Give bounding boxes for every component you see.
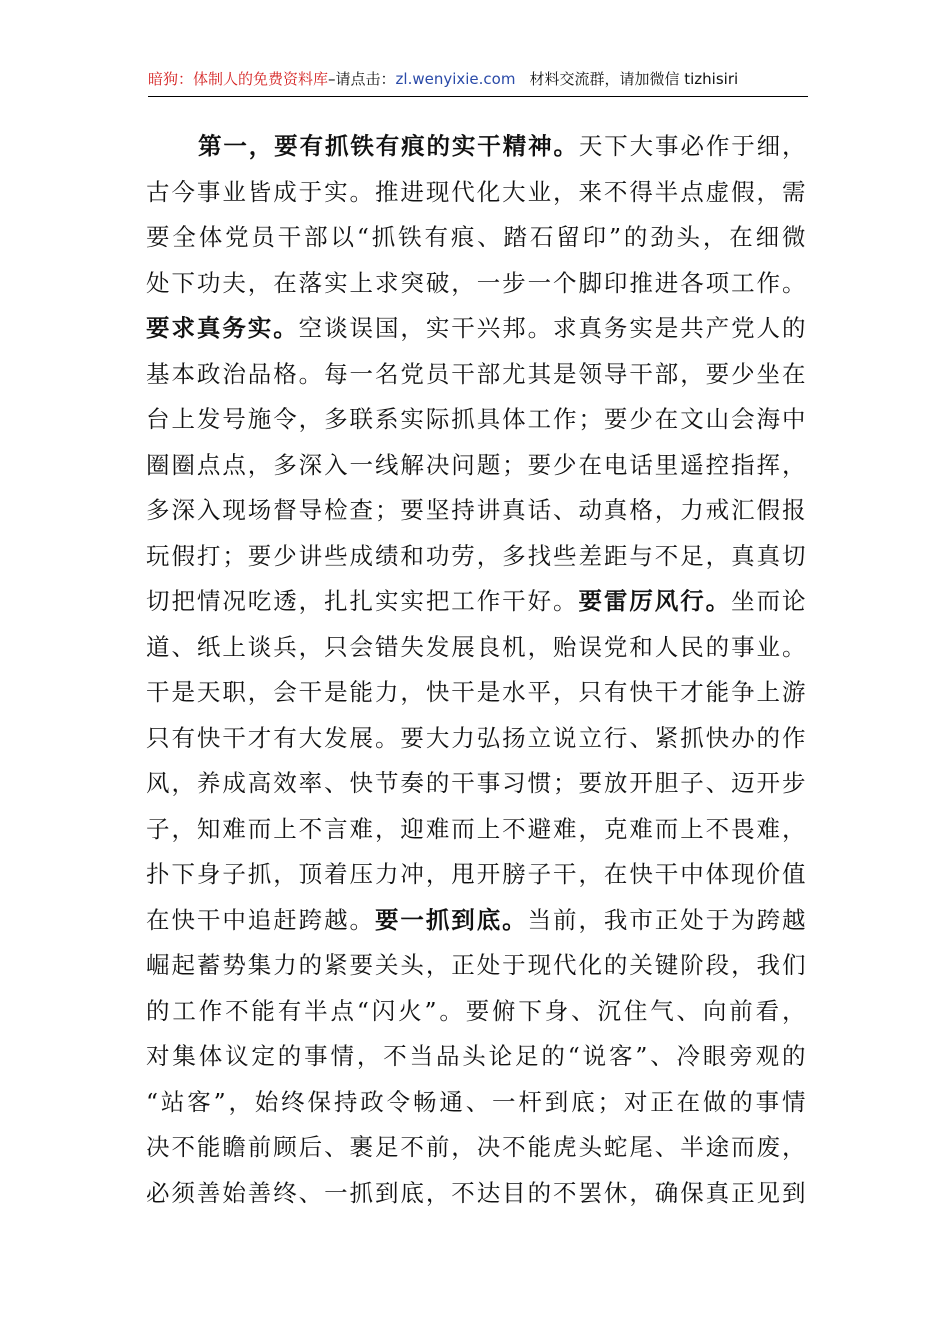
text-line: [146, 898, 806, 944]
text-line: [146, 989, 806, 1035]
text-line: [146, 261, 806, 307]
text-line: [146, 716, 806, 762]
text-line: [146, 579, 806, 625]
body-text: 道、纸上谈兵，只会错失发展良机，贻误党和人民的事业。: [146, 632, 806, 661]
header-group-note: 材料交流群，请加微信 tizhisiri: [529, 70, 739, 88]
document-body: [146, 124, 806, 1216]
text-line: [146, 1125, 806, 1171]
body-text: 崛起蓄势集力的紧要关头，正处于现代化的关键阶段，我们: [146, 951, 806, 979]
body-text: 古今事业皆成于实。推进现代化大业，来不得半点虚假，需: [146, 177, 806, 206]
body-text: 多深入现场督导检查；要坚持讲真话、动真格，力戒汇假报: [146, 496, 806, 524]
bold-heading-text: 要雷厉风行。: [578, 587, 732, 615]
text-line: [146, 306, 806, 352]
body-text: “站客”，始终保持政令畅通、一杆到底；对正在做的事情: [146, 1087, 806, 1116]
body-text: 子，知难而上不言难，迎难而上不避难，克难而上不畏难，: [146, 814, 806, 843]
text-line: [146, 124, 806, 170]
header-url-link[interactable]: zl.wenyixie.com: [395, 70, 516, 88]
body-text: 坐而论: [731, 587, 807, 615]
bold-heading-text: 要求真务实。: [146, 314, 299, 342]
body-text: 在快干中追赶跨越。: [146, 905, 375, 934]
header-brand: 暗狗：体制人的免费资料库: [148, 70, 329, 88]
body-text: 对集体议定的事情，不当品头论足的“说客”、冷眼旁观的: [146, 1042, 806, 1070]
body-text: 天下大事必作于细，: [578, 132, 807, 160]
body-text: 干是天职，会干是能力，快干是水平，只有快干才能争上游: [146, 678, 806, 706]
body-text: 决不能瞻前顾后、裹足不前，决不能虎头蛇尾、半途而废，: [146, 1133, 806, 1161]
text-line: [146, 1080, 806, 1126]
text-line: [146, 215, 806, 261]
body-text: 风，养成高效率、快节奏的干事习惯；要放开胆子、迈开步: [146, 769, 806, 797]
text-line: [146, 807, 806, 853]
text-line: [146, 670, 806, 716]
text-line: [146, 488, 806, 534]
body-text: 处下功夫，在落实上求突破，一步一个脚印推进各项工作。: [146, 268, 806, 297]
bold-heading-text: 要一抓到底。: [374, 905, 528, 934]
body-text: 台上发号施令，多联系实际抓具体工作；要少在文山会海中: [146, 405, 806, 433]
body-text: 的工作不能有半点“闪火”。要俯下身、沉住气、向前看，: [146, 996, 806, 1025]
header-click-prefix: –请点击：: [328, 70, 396, 88]
text-line: [146, 943, 806, 989]
text-line: [146, 1171, 806, 1217]
body-text: 当前，我市正处于为跨越: [527, 905, 807, 934]
text-line: [146, 852, 806, 898]
body-text: 圈圈点点，多深入一线解决问题；要少在电话里遥控指挥，: [146, 450, 806, 479]
body-text: 只有快干才有大发展。要大力弘扬立说立行、紧抓快办的作: [146, 723, 806, 752]
body-text: 必须善始善终、一抓到底，不达目的不罢休，确保真正见到: [146, 1178, 806, 1207]
body-text: 基本政治品格。每一名党员干部尤其是领导干部，要少坐在: [146, 359, 806, 388]
text-line: [146, 534, 806, 580]
body-text: 要全体党员干部以“抓铁有痕、踏石留印”的劲头，在细微: [146, 223, 806, 251]
body-text: 空谈误国，实干兴邦。求真务实是共产党人的: [298, 314, 807, 342]
body-text: 玩假打；要少讲些成绩和功劳，多找些差距与不足，真真切: [146, 541, 806, 570]
text-line: [146, 625, 806, 671]
bold-heading-text: 第一，要有抓铁有痕的实干精神。: [198, 132, 579, 160]
text-line: [146, 761, 806, 807]
text-line: [146, 352, 806, 398]
body-text: 扑下身子抓，顶着压力冲，甩开膀子干，在快干中体现价值: [146, 860, 806, 888]
text-line: [146, 443, 806, 489]
body-text: 切把情况吃透，扎扎实实把工作干好。: [146, 587, 579, 615]
text-line: [146, 170, 806, 216]
text-line: [146, 1034, 806, 1080]
text-line: [146, 397, 806, 443]
page-header: [148, 68, 808, 97]
